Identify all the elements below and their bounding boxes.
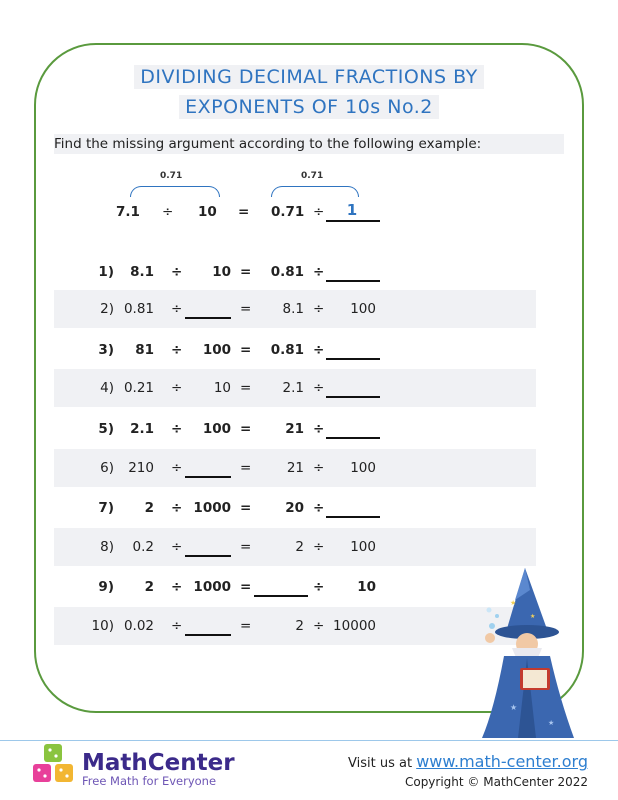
answer-blank[interactable] <box>185 476 231 478</box>
problem-number: 8) <box>100 539 114 555</box>
problem-number: 9) <box>98 579 114 595</box>
problem-dividend: 2 <box>144 579 154 595</box>
divide-sign: ÷ <box>313 539 325 555</box>
equals-sign: = <box>238 204 250 220</box>
problem-divisor: 1000 <box>193 579 231 595</box>
example-arc-right <box>271 186 359 197</box>
problem-number: 5) <box>98 421 114 437</box>
problem-number: 10) <box>91 618 114 634</box>
problem-number: 1) <box>98 264 114 280</box>
divide-sign: ÷ <box>162 204 174 220</box>
divide-sign: ÷ <box>171 342 183 358</box>
divide-sign: ÷ <box>313 301 325 317</box>
divide-sign: ÷ <box>313 264 325 280</box>
problem-quotient: 20 <box>285 500 304 516</box>
visit-label: Visit us at <box>348 756 417 771</box>
equals-sign: = <box>240 380 252 396</box>
divide-sign: ÷ <box>313 460 325 476</box>
problem-dividend: 0.2 <box>132 539 154 555</box>
equals-sign: = <box>240 342 252 358</box>
brand-tagline: Free Math for Everyone <box>82 774 217 788</box>
problem-dividend: 8.1 <box>130 264 154 280</box>
problem-number: 3) <box>98 342 114 358</box>
example-arc-left <box>130 186 220 197</box>
problem-quotient: 8.1 <box>282 301 304 317</box>
answer-blank[interactable] <box>326 396 380 398</box>
example-answer-line <box>326 220 380 222</box>
instruction-text: Find the missing argument according to the following example: <box>54 134 564 154</box>
equals-sign: = <box>240 264 252 280</box>
divide-sign: ÷ <box>171 500 183 516</box>
problem-divisor-2: 100 <box>350 301 376 317</box>
problem-divisor-2: 100 <box>350 539 376 555</box>
answer-blank[interactable] <box>326 280 380 282</box>
problem-divisor: 1000 <box>193 500 231 516</box>
divide-sign: ÷ <box>313 421 325 437</box>
svg-text:★: ★ <box>510 703 518 712</box>
problem-dividend: 2.1 <box>130 421 154 437</box>
problem-dividend: 2 <box>144 500 154 516</box>
problem-number: 7) <box>98 500 114 516</box>
divide-sign: ÷ <box>171 380 183 396</box>
divide-sign: ÷ <box>313 579 325 595</box>
answer-blank[interactable] <box>185 634 231 636</box>
problem-quotient: 2 <box>295 618 304 634</box>
problem-quotient: 21 <box>285 421 304 437</box>
footer-divider <box>0 740 618 741</box>
answer-blank[interactable] <box>185 317 231 319</box>
wizard-illustration <box>470 560 600 740</box>
problem-divisor: 10 <box>213 380 231 396</box>
divide-sign: ÷ <box>313 500 325 516</box>
answer-blank[interactable] <box>326 516 380 518</box>
problem-divisor: 100 <box>202 421 231 437</box>
website-link[interactable]: www.math-center.org <box>416 752 588 771</box>
divide-sign: ÷ <box>313 204 325 220</box>
visit-text <box>348 752 588 771</box>
svg-text:★: ★ <box>530 613 536 620</box>
divide-sign: ÷ <box>171 618 183 634</box>
equals-sign: = <box>240 421 252 437</box>
svg-text:★: ★ <box>510 599 517 607</box>
divide-sign: ÷ <box>171 539 183 555</box>
worksheet-title-line1: DIVIDING DECIMAL FRACTIONS BY <box>0 66 618 88</box>
problem-divisor-2: 10000 <box>333 618 376 634</box>
brand-name: MathCenter <box>82 750 235 776</box>
divide-sign: ÷ <box>313 342 325 358</box>
divide-sign: ÷ <box>313 380 325 396</box>
problem-divisor-2: 100 <box>350 460 376 476</box>
example-dividend: 7.1 <box>116 204 140 220</box>
copyright-text: Copyright © MathCenter 2022 <box>404 775 588 789</box>
divide-sign: ÷ <box>171 301 183 317</box>
problem-number: 2) <box>100 301 114 317</box>
problem-dividend: 0.02 <box>123 618 154 634</box>
example-divisor: 10 <box>198 204 217 220</box>
example-arc-left-label: 0.71 <box>160 171 183 181</box>
problem-number: 6) <box>100 460 114 476</box>
problem-dividend: 0.21 <box>123 380 154 396</box>
problem-quotient: 0.81 <box>270 342 304 358</box>
worksheet-title-line2: EXPONENTS OF 10s No.2 <box>0 96 618 118</box>
problem-divisor: 100 <box>202 342 231 358</box>
equals-sign: = <box>240 301 252 317</box>
equals-sign: = <box>240 579 252 595</box>
answer-blank[interactable] <box>185 555 231 557</box>
problem-dividend: 81 <box>135 342 154 358</box>
divide-sign: ÷ <box>171 579 183 595</box>
equals-sign: = <box>240 460 252 476</box>
problem-quotient: 2 <box>295 539 304 555</box>
problem-divisor-2: 10 <box>357 579 376 595</box>
answer-blank[interactable] <box>254 595 308 597</box>
answer-blank[interactable] <box>326 437 380 439</box>
equals-sign: = <box>240 539 252 555</box>
equals-sign: = <box>240 618 252 634</box>
equals-sign: = <box>240 500 252 516</box>
logo-cubes-icon <box>30 742 76 788</box>
divide-sign: ÷ <box>171 460 183 476</box>
example-result: 0.71 <box>271 204 305 220</box>
answer-blank[interactable] <box>326 358 380 360</box>
problem-quotient: 0.81 <box>270 264 304 280</box>
problem-quotient: 2.1 <box>282 380 304 396</box>
divide-sign: ÷ <box>171 421 183 437</box>
example-arc-right-label: 0.71 <box>301 171 324 181</box>
problem-dividend: 0.81 <box>123 301 154 317</box>
example-answer: 1 <box>346 201 358 219</box>
problem-number: 4) <box>100 380 114 396</box>
problem-quotient: 21 <box>286 460 304 476</box>
divide-sign: ÷ <box>171 264 183 280</box>
problem-dividend: 210 <box>128 460 154 476</box>
problem-divisor: 10 <box>212 264 231 280</box>
divide-sign: ÷ <box>313 618 325 634</box>
svg-text:★: ★ <box>548 719 555 727</box>
